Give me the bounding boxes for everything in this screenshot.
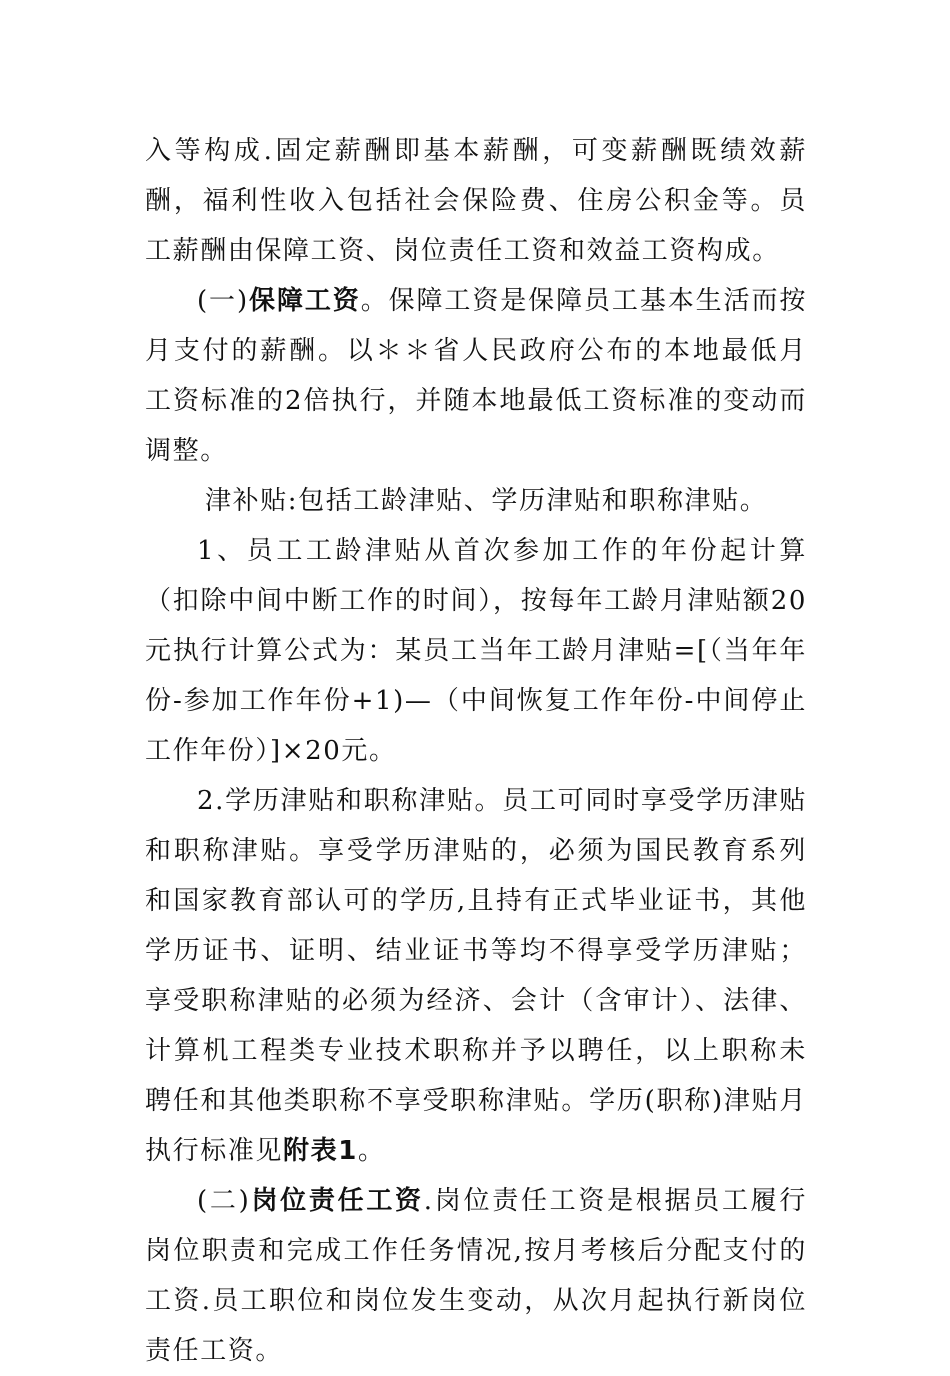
section-suffix: 。 bbox=[357, 1136, 386, 1166]
document-body bbox=[145, 126, 807, 1376]
appendix-reference: 附表1 bbox=[283, 1136, 358, 1166]
paragraph-basic-wage bbox=[145, 276, 807, 476]
paragraph-education-title-allowance bbox=[145, 776, 807, 1176]
section-text: 2.学历津贴和职称津贴。员工可同时享受学历津贴和职称津贴。享受学历津贴的，必须为国民教育系列和国家教育部认可的学历,且持有正式毕业证书，其他学历证书、证明、结业证书等均不得享受学历津贴；享受职称津贴的必须为经济、会计（含审计）、法律、计算机工程类专业技术职称并予以聘任，以上职称未聘任和其他类职称不享受职称津贴。学历(职称)津贴月执行标准见 bbox=[145, 786, 807, 1166]
paragraph-salary-composition: 入等构成.固定薪酬即基本薪酬，可变薪酬既绩效薪酬，福利性收入包括社会保险费、住房公积金等。员工薪酬由保障工资、岗位责任工资和效益工资构成。 bbox=[145, 136, 807, 266]
section-heading-position-wage: 岗位责任工资 bbox=[250, 1186, 424, 1216]
section-heading-basic-wage: 保障工资 bbox=[248, 286, 361, 316]
section-text: .岗位责任工资是根据员工履行岗位职责和完成工作任务情况,按月考核后分配支付的工资.员工职位和岗位发生变动，从次月起执行新岗位责任工资。 bbox=[145, 1186, 807, 1366]
section-text: 。保障工资是保障员工基本生活而按月支付的薪酬。以＊＊省人民政府公布的本地最低月工资标准的2倍执行，并随本地最低工资标准的变动而调整。 bbox=[145, 286, 807, 466]
paragraph-seniority-allowance: 1、员工工龄津贴从首次参加工作的年份起计算（扣除中间中断工作的时间），按每年工龄月津贴额20元执行计算公式为：某员工当年工龄月津贴=[（当年年份-参加工作年份+1)—（中间恢复工作年份-中间停止工作年份）]×20元。 bbox=[145, 536, 807, 766]
section-number: (二) bbox=[197, 1186, 251, 1216]
section-number: (一) bbox=[197, 286, 249, 316]
paragraph-allowance-intro: 津补贴:包括工龄津贴、学历津贴和职称津贴。 bbox=[205, 486, 768, 516]
paragraph-position-wage bbox=[145, 1176, 807, 1376]
